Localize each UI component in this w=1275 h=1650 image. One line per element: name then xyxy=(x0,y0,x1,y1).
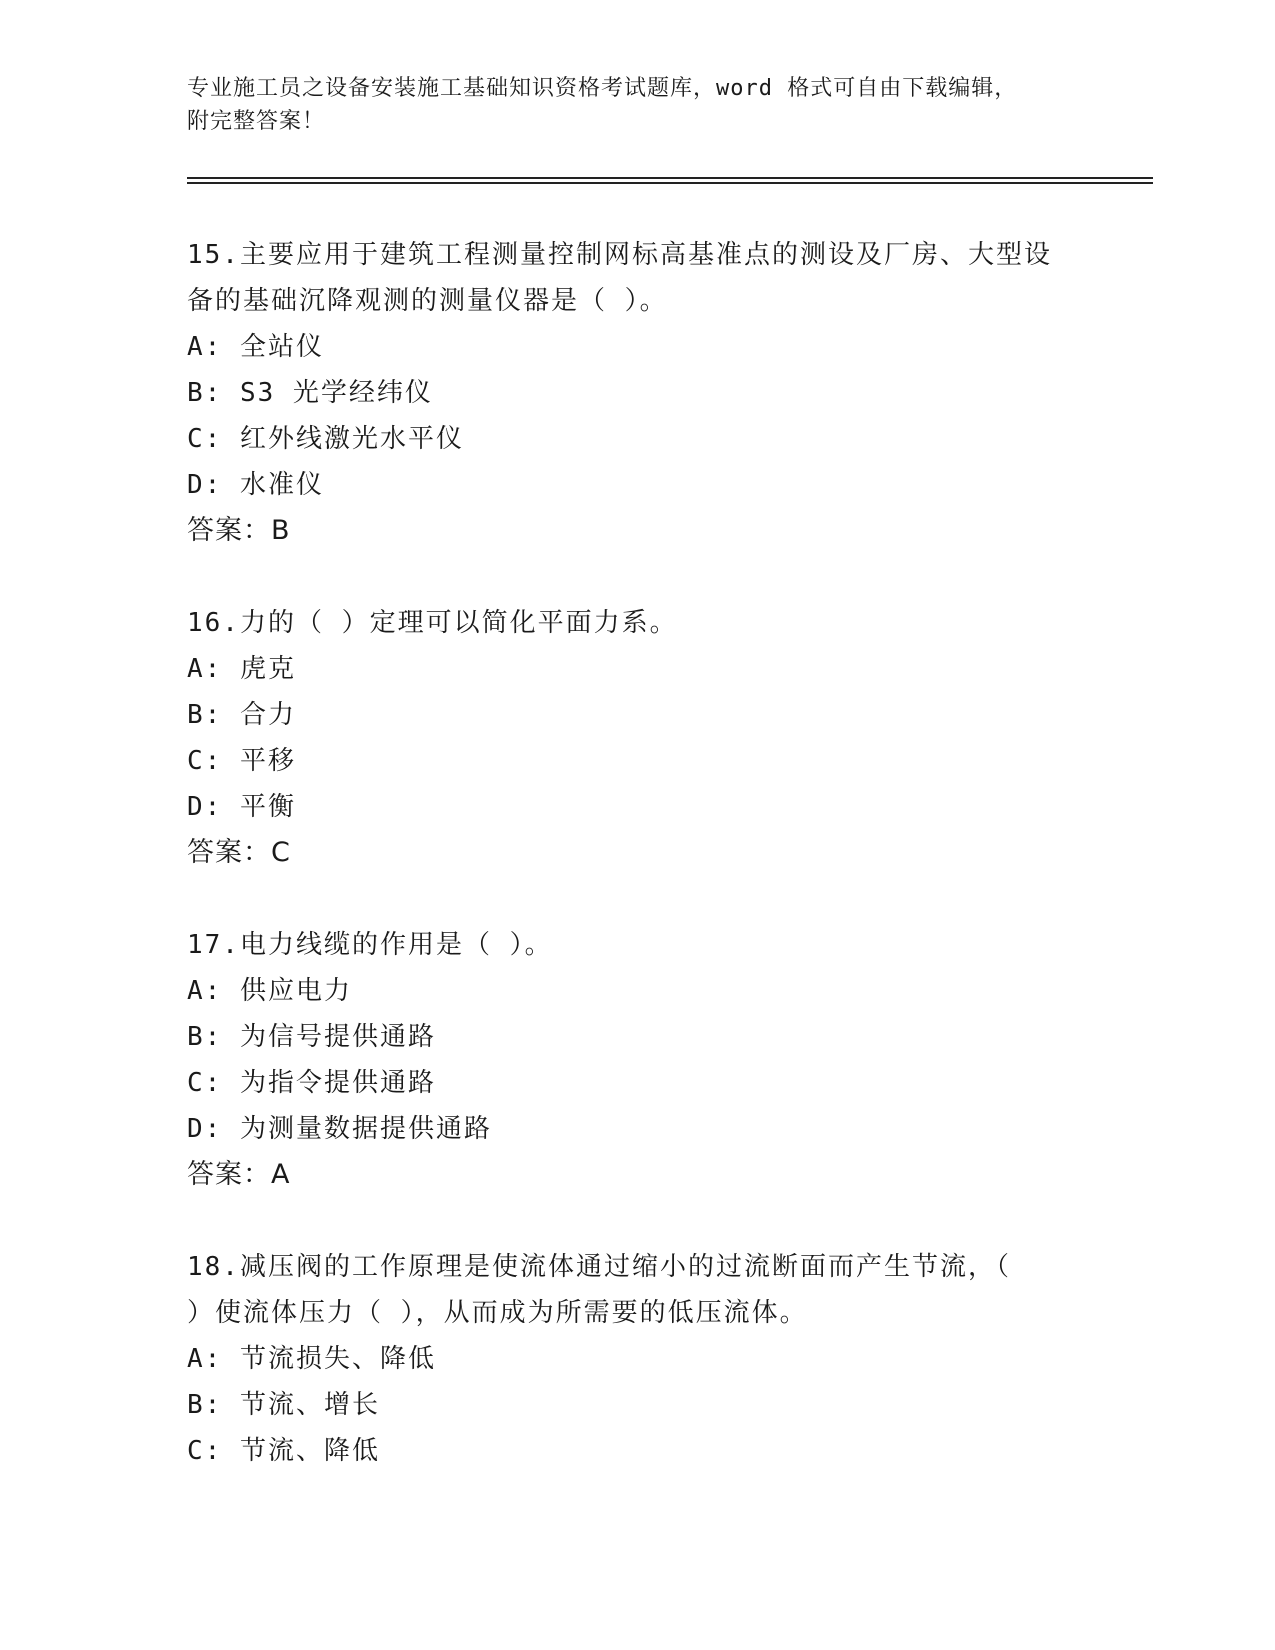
header-line-2: 附完整答案！ xyxy=(187,109,326,134)
answer-option: A: 虎克 xyxy=(187,654,296,684)
answer-option: B: 节流、增长 xyxy=(187,1390,380,1420)
question-stem-line: 15.主要应用于建筑工程测量控制网标高基准点的测设及厂房、大型设 xyxy=(187,240,1052,270)
question-stem-line: 17.电力线缆的作用是（ ）。 xyxy=(187,930,553,960)
header-line-1: 专业施工员之设备安装施工基础知识资格考试题库，word 格式可自由下载编辑， xyxy=(187,76,1018,101)
answer-option: C: 为指令提供通路 xyxy=(187,1068,436,1098)
question-stem-line: ）使流体压力（ ），从而成为所需要的低压流体。 xyxy=(187,1298,808,1328)
correct-answer: 答案：C xyxy=(187,837,291,868)
answer-option: B: S3 光学经纬仪 xyxy=(187,378,433,408)
question-block xyxy=(187,1244,1087,1474)
question-block xyxy=(187,922,1087,1198)
question-stem-line: 16.力的（ ）定理可以简化平面力系。 xyxy=(187,608,678,638)
answer-option: C: 节流、降低 xyxy=(187,1436,380,1466)
answer-option: D: 平衡 xyxy=(187,792,296,822)
answer-option: C: 平移 xyxy=(187,746,296,776)
answer-option: B: 为信号提供通路 xyxy=(187,1022,436,1052)
answer-option: A: 节流损失、降低 xyxy=(187,1344,436,1374)
correct-answer: 答案：A xyxy=(187,1159,291,1190)
header-divider-bottom xyxy=(187,182,1153,184)
question-stem-line: 18.减压阀的工作原理是使流体通过缩小的过流断面而产生节流，（ xyxy=(187,1252,1011,1282)
answer-option: D: 为测量数据提供通路 xyxy=(187,1114,492,1144)
question-block xyxy=(187,600,1087,876)
document-header xyxy=(187,72,1087,138)
answer-option: C: 红外线激光水平仪 xyxy=(187,424,464,454)
answer-option: A: 供应电力 xyxy=(187,976,352,1006)
answer-option: D: 水准仪 xyxy=(187,470,324,500)
correct-answer: 答案：B xyxy=(187,515,291,546)
question-list xyxy=(187,232,1087,1520)
question-stem-line: 备的基础沉降观测的测量仪器是（ ）。 xyxy=(187,286,668,316)
header-divider-top xyxy=(187,177,1153,179)
question-block xyxy=(187,232,1087,554)
answer-option: A: 全站仪 xyxy=(187,332,324,362)
answer-option: B: 合力 xyxy=(187,700,296,730)
